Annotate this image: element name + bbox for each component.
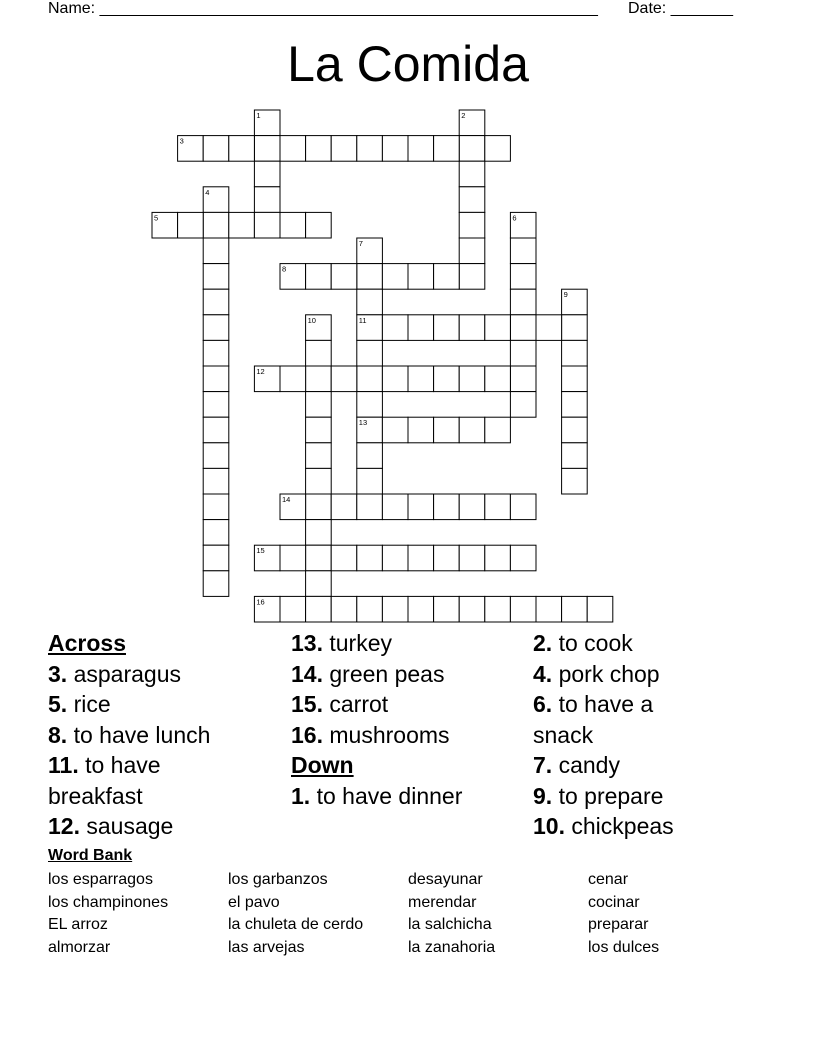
clue-number-label: 7 bbox=[358, 239, 363, 248]
clue-number-label: 11 bbox=[358, 315, 367, 325]
clue-number: 15. bbox=[291, 691, 323, 717]
grid-cell[interactable] bbox=[280, 136, 306, 162]
clue-number: 10. bbox=[533, 813, 565, 839]
word-bank-column bbox=[48, 869, 168, 959]
word-bank bbox=[48, 845, 660, 956]
clue-column-2 bbox=[291, 628, 531, 811]
clue-text: to have dinner bbox=[316, 782, 463, 809]
grid-cell[interactable] bbox=[203, 468, 229, 494]
grid-cell[interactable] bbox=[408, 417, 434, 443]
grid-cell[interactable] bbox=[306, 212, 332, 238]
grid-cell[interactable] bbox=[254, 212, 280, 238]
grid-cell[interactable] bbox=[357, 468, 383, 494]
clue-text: to prepare bbox=[558, 782, 664, 809]
word-bank-item: desayunar bbox=[408, 871, 483, 888]
clue-number: 12. bbox=[48, 813, 80, 839]
grid-cell[interactable] bbox=[459, 136, 485, 162]
name-field-label: Name: ________________________________________________________ bbox=[48, 0, 598, 17]
down-clue bbox=[291, 781, 531, 812]
down-heading: Down bbox=[291, 752, 354, 778]
grid-cell[interactable] bbox=[203, 443, 229, 469]
grid-cell[interactable] bbox=[229, 212, 255, 238]
grid-cell[interactable] bbox=[510, 545, 536, 571]
grid-cell[interactable] bbox=[306, 443, 332, 469]
clue-text: to have lunch bbox=[73, 721, 211, 748]
grid-cell[interactable] bbox=[485, 366, 511, 392]
clue-number-label: 1 bbox=[256, 111, 261, 120]
clue-number: 3. bbox=[48, 660, 68, 687]
grid-cell[interactable] bbox=[382, 136, 408, 162]
clue-text: asparagus bbox=[73, 660, 181, 687]
clue-number: 9. bbox=[533, 782, 553, 809]
grid-cell[interactable] bbox=[434, 264, 460, 290]
clue-number-label: 16 bbox=[256, 597, 265, 607]
grid-cell[interactable] bbox=[459, 545, 485, 571]
grid-cell[interactable] bbox=[510, 392, 536, 418]
across-heading: Across bbox=[48, 630, 126, 656]
grid-cell[interactable] bbox=[357, 136, 383, 162]
grid-cell[interactable] bbox=[485, 596, 511, 622]
clue-number: 16. bbox=[291, 721, 323, 748]
word-bank-item: merendar bbox=[408, 893, 477, 911]
grid-cell[interactable] bbox=[306, 340, 332, 366]
clue-text: pork chop bbox=[558, 660, 660, 687]
grid-cell[interactable] bbox=[587, 596, 613, 622]
down-clue bbox=[533, 811, 713, 842]
grid-cell[interactable] bbox=[434, 494, 460, 520]
grid-cell[interactable] bbox=[459, 264, 485, 290]
grid-cell[interactable] bbox=[306, 545, 332, 571]
grid-cell[interactable] bbox=[203, 366, 229, 392]
grid-cell[interactable] bbox=[408, 136, 434, 162]
grid-cell[interactable] bbox=[229, 136, 255, 162]
grid-cell[interactable] bbox=[459, 366, 485, 392]
grid-cell[interactable] bbox=[459, 161, 485, 187]
grid-cell[interactable] bbox=[536, 315, 562, 341]
grid-cell[interactable] bbox=[203, 494, 229, 520]
clue-text: rice bbox=[73, 691, 111, 717]
grid-cell[interactable] bbox=[510, 289, 536, 315]
grid-cell[interactable] bbox=[331, 366, 357, 392]
grid-cell[interactable] bbox=[203, 340, 229, 366]
grid-cell[interactable] bbox=[331, 596, 357, 622]
grid-cell[interactable] bbox=[434, 136, 460, 162]
clue-number: 7. bbox=[533, 752, 553, 778]
grid-cell[interactable] bbox=[203, 289, 229, 315]
grid-cell[interactable] bbox=[382, 264, 408, 290]
grid-cell[interactable] bbox=[280, 212, 306, 238]
grid-cell[interactable] bbox=[510, 596, 536, 622]
clue-text: mushrooms bbox=[329, 721, 450, 748]
word-bank-item: los garbanzos bbox=[228, 871, 328, 888]
grid-cell[interactable] bbox=[254, 161, 280, 187]
grid-cell[interactable] bbox=[536, 596, 562, 622]
grid-cell[interactable] bbox=[306, 392, 332, 418]
grid-cell[interactable] bbox=[510, 238, 536, 264]
down-clue bbox=[533, 628, 713, 659]
grid-cell[interactable] bbox=[357, 596, 383, 622]
grid-cell[interactable] bbox=[357, 340, 383, 366]
grid-cell[interactable] bbox=[280, 596, 306, 622]
grid-cell[interactable] bbox=[485, 494, 511, 520]
grid-cell[interactable] bbox=[306, 520, 332, 546]
clue-number: 4. bbox=[533, 660, 553, 687]
grid-cell[interactable] bbox=[280, 545, 306, 571]
grid-cell[interactable] bbox=[331, 494, 357, 520]
grid-cell[interactable] bbox=[408, 545, 434, 571]
grid-cell[interactable] bbox=[510, 366, 536, 392]
across-clue bbox=[48, 811, 288, 842]
clue-number-label: 3 bbox=[179, 136, 184, 146]
word-bank-item: los dulces bbox=[588, 938, 660, 956]
grid-cell[interactable] bbox=[203, 136, 229, 162]
clue-text: turkey bbox=[329, 630, 393, 656]
grid-cell[interactable] bbox=[331, 264, 357, 290]
word-bank-item: cenar bbox=[588, 871, 629, 888]
clue-number: 8. bbox=[48, 721, 68, 748]
word-bank-item: la salchicha bbox=[408, 916, 492, 934]
grid-cell[interactable] bbox=[306, 366, 332, 392]
grid-cell[interactable] bbox=[203, 571, 229, 597]
word-bank-item: la chuleta de cerdo bbox=[228, 916, 364, 934]
clue-text: sausage bbox=[86, 813, 174, 839]
clue-text: to cook bbox=[558, 630, 633, 656]
grid-cell[interactable] bbox=[562, 468, 588, 494]
grid-cell[interactable] bbox=[485, 136, 511, 162]
grid-cell[interactable] bbox=[562, 417, 588, 443]
clue-column-3 bbox=[533, 628, 713, 842]
grid-cell[interactable] bbox=[382, 417, 408, 443]
grid-cell[interactable] bbox=[562, 392, 588, 418]
clue-number: 14. bbox=[291, 660, 323, 687]
grid-cell[interactable] bbox=[434, 315, 460, 341]
grid-cell[interactable] bbox=[306, 264, 332, 290]
across-clue bbox=[48, 659, 288, 690]
grid-cell[interactable] bbox=[562, 596, 588, 622]
grid-cell[interactable] bbox=[331, 545, 357, 571]
grid-cell[interactable] bbox=[203, 520, 229, 546]
grid-cell[interactable] bbox=[203, 315, 229, 341]
grid-cell[interactable] bbox=[203, 392, 229, 418]
grid-cell[interactable] bbox=[562, 315, 588, 341]
word-bank-column bbox=[408, 869, 495, 959]
clue-text: carrot bbox=[329, 691, 389, 717]
clue-number-label: 14 bbox=[282, 495, 291, 504]
grid-cell[interactable] bbox=[203, 212, 229, 238]
grid-cell[interactable] bbox=[357, 264, 383, 290]
grid-cell[interactable] bbox=[485, 545, 511, 571]
down-clue bbox=[533, 781, 713, 812]
word-bank-column bbox=[588, 869, 659, 959]
date-field-label: Date: _______ bbox=[628, 0, 733, 17]
word-bank-heading: Word Bank bbox=[48, 847, 133, 864]
down-clue bbox=[533, 659, 713, 690]
clue-number: 13. bbox=[291, 630, 323, 656]
clue-number-label: 4 bbox=[205, 187, 210, 197]
word-bank-item: la zanahoria bbox=[408, 938, 496, 956]
grid-cell[interactable] bbox=[254, 136, 280, 162]
across-clue bbox=[291, 689, 531, 720]
grid-cell[interactable] bbox=[485, 417, 511, 443]
across-clue bbox=[291, 628, 531, 659]
word-bank-item: los champinones bbox=[48, 893, 169, 911]
grid-cell[interactable] bbox=[408, 315, 434, 341]
across-clue bbox=[48, 750, 198, 811]
grid-cell[interactable] bbox=[382, 366, 408, 392]
word-bank-item: el pavo bbox=[228, 893, 280, 911]
grid-cell[interactable] bbox=[408, 596, 434, 622]
grid-cell[interactable] bbox=[357, 545, 383, 571]
grid-cell[interactable] bbox=[382, 494, 408, 520]
word-bank-item: cocinar bbox=[588, 893, 640, 911]
grid-cell[interactable] bbox=[434, 417, 460, 443]
grid-cell[interactable] bbox=[357, 392, 383, 418]
clue-text: to have a snack bbox=[533, 691, 654, 748]
grid-cell[interactable] bbox=[203, 545, 229, 571]
grid-cell[interactable] bbox=[510, 340, 536, 366]
clue-text: green peas bbox=[329, 660, 445, 687]
grid-cell[interactable] bbox=[434, 596, 460, 622]
clue-number: 1. bbox=[291, 782, 311, 809]
across-clue bbox=[291, 720, 531, 751]
grid-cell[interactable] bbox=[459, 494, 485, 520]
clue-number-label: 6 bbox=[512, 213, 517, 223]
grid-cell[interactable] bbox=[357, 494, 383, 520]
grid-cell[interactable] bbox=[510, 494, 536, 520]
grid-cell[interactable] bbox=[306, 494, 332, 520]
grid-cell[interactable] bbox=[510, 264, 536, 290]
grid-cell[interactable] bbox=[408, 366, 434, 392]
clue-text: to have breakfast bbox=[48, 752, 161, 809]
grid-cell[interactable] bbox=[254, 187, 280, 213]
word-bank-column bbox=[228, 869, 363, 959]
grid-cell[interactable] bbox=[357, 366, 383, 392]
clue-number-label: 13 bbox=[358, 418, 368, 428]
clue-text: chickpeas bbox=[571, 813, 674, 839]
grid-cell[interactable] bbox=[562, 366, 588, 392]
grid-cell[interactable] bbox=[408, 494, 434, 520]
grid-cell[interactable] bbox=[203, 417, 229, 443]
grid-cell[interactable] bbox=[408, 264, 434, 290]
grid-cell[interactable] bbox=[459, 212, 485, 238]
clue-number-label: 8 bbox=[282, 264, 287, 274]
grid-cell[interactable] bbox=[459, 315, 485, 341]
grid-cell[interactable] bbox=[203, 238, 229, 264]
clue-number: 2. bbox=[533, 630, 553, 656]
grid-cell[interactable] bbox=[382, 596, 408, 622]
down-clue bbox=[533, 750, 713, 781]
clue-number-label: 9 bbox=[563, 290, 568, 300]
clue-number-label: 12 bbox=[256, 367, 265, 376]
grid-cell[interactable] bbox=[562, 443, 588, 469]
grid-cell[interactable] bbox=[306, 596, 332, 622]
grid-cell[interactable] bbox=[459, 417, 485, 443]
grid-cell[interactable] bbox=[178, 212, 204, 238]
grid-cell[interactable] bbox=[382, 315, 408, 341]
grid-cell[interactable] bbox=[357, 289, 383, 315]
word-bank-item: los esparragos bbox=[48, 871, 153, 888]
across-clue bbox=[48, 689, 288, 720]
clue-number: 5. bbox=[48, 691, 68, 717]
grid-cell[interactable] bbox=[331, 136, 357, 162]
clue-text: candy bbox=[558, 752, 620, 778]
clue-number: 11. bbox=[48, 752, 79, 778]
grid-cell[interactable] bbox=[434, 366, 460, 392]
grid-cell[interactable] bbox=[306, 571, 332, 597]
grid-cell[interactable] bbox=[280, 366, 306, 392]
clue-number-label: 5 bbox=[154, 213, 159, 223]
grid-cell[interactable] bbox=[306, 417, 332, 443]
grid-cell[interactable] bbox=[485, 315, 511, 341]
word-bank-item: EL arroz bbox=[48, 916, 108, 934]
grid-cell[interactable] bbox=[382, 545, 408, 571]
grid-cell[interactable] bbox=[562, 340, 588, 366]
across-clue bbox=[48, 720, 288, 751]
grid-cell[interactable] bbox=[306, 468, 332, 494]
grid-cell[interactable] bbox=[459, 238, 485, 264]
across-clue bbox=[291, 659, 531, 690]
grid-cell[interactable] bbox=[434, 545, 460, 571]
word-bank-item: las arvejas bbox=[228, 938, 305, 956]
word-bank-item: preparar bbox=[588, 916, 649, 934]
grid-cell[interactable] bbox=[357, 443, 383, 469]
word-bank-item: almorzar bbox=[48, 938, 111, 956]
clue-number: 6. bbox=[533, 691, 553, 717]
page-title: La Comida bbox=[287, 36, 529, 92]
clue-number-label: 10 bbox=[307, 315, 316, 325]
grid-cell[interactable] bbox=[459, 596, 485, 622]
grid-cell[interactable] bbox=[203, 264, 229, 290]
clue-number-label: 2 bbox=[461, 111, 466, 120]
clue-number-label: 15 bbox=[256, 546, 265, 556]
clue-column-1 bbox=[48, 628, 288, 842]
grid-cell[interactable] bbox=[306, 136, 332, 162]
grid-cell[interactable] bbox=[510, 315, 536, 341]
down-clue bbox=[533, 689, 693, 750]
grid-cell[interactable] bbox=[459, 187, 485, 213]
